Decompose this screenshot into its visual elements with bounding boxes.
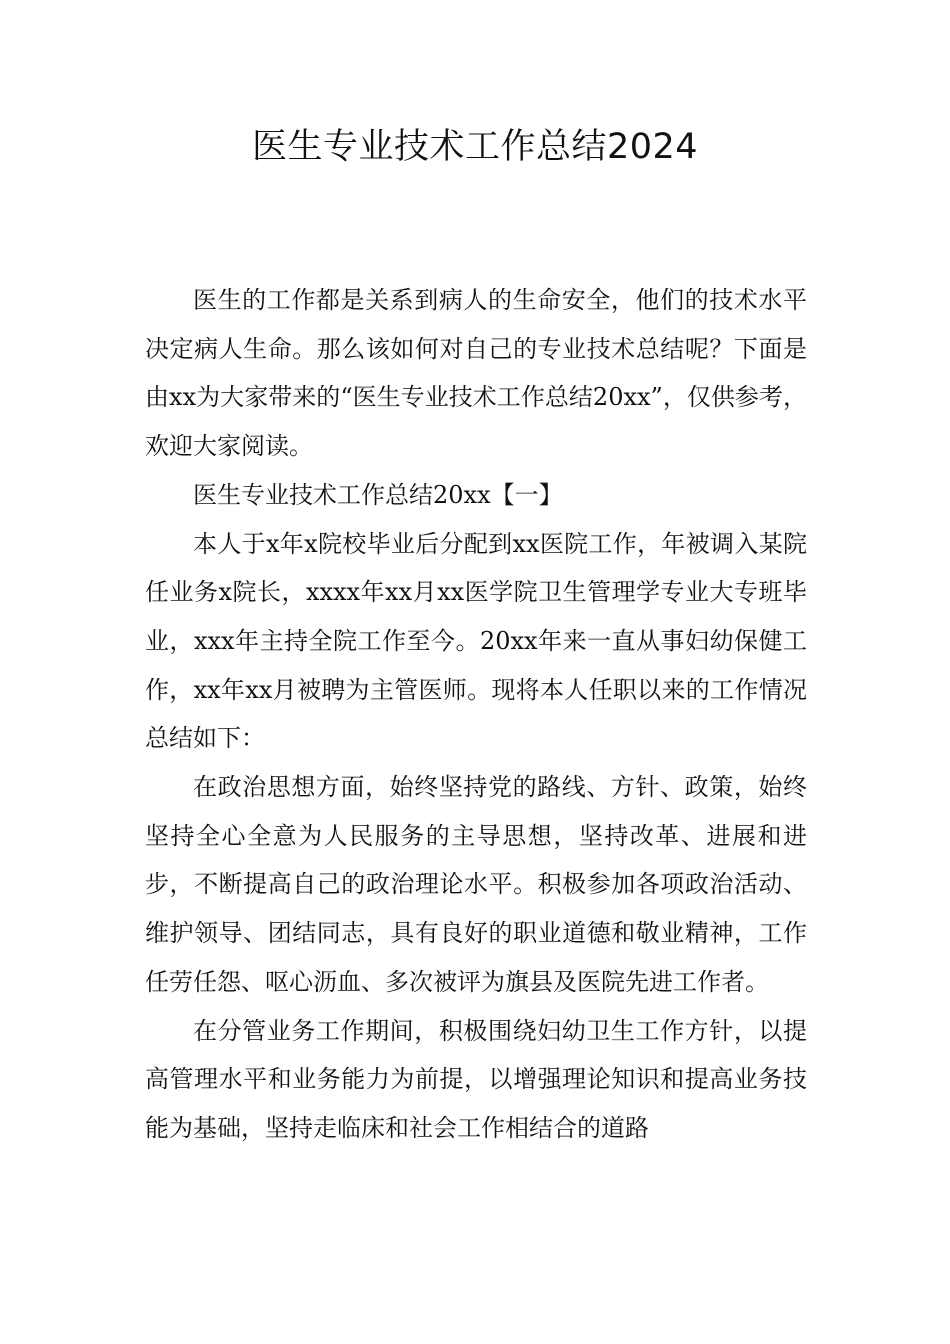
document-body — [145, 276, 807, 1153]
business-paragraph: 在分管业务工作期间，积极围绕妇幼卫生工作方针，以提高管理水平和业务能力为前提，以增强理论知识和提高业务技能为基础，坚持走临床和社会工作相结合的道路 — [145, 1016, 807, 1142]
background-paragraph: 本人于x年x院校毕业后分配到xx医院工作，年被调入某院任业务x院长，xxxx年xx月xx医学院卫生管理学专业大专班毕业，xxx年主持全院工作至今。20xx年来一直从事妇幼保健工作，xx年xx月被聘为主管医师。现将本人任职以来的工作情况总结如下： — [145, 529, 807, 753]
section-heading: 医生专业技术工作总结20xx【一】 — [193, 480, 563, 509]
political-paragraph: 在政治思想方面，始终坚持党的路线、方针、政策，始终坚持全心全意为人民服务的主导思想，坚持改革、进展和进步，不断提高自己的政治理论水平。积极参加各项政治活动、维护领导、团结同志，具有良好的职业道德和敬业精神，工作任劳任怨、呕心沥血、多次被评为旗县及医院先进工作者。 — [145, 773, 807, 996]
intro-paragraph: 医生的工作都是关系到病人的生命安全，他们的技术水平决定病人生命。那么该如何对自己的专业技术总结呢？下面是由xx为大家带来的“医生专业技术工作总结20xx”，仅供参考，欢迎大家阅读。 — [145, 286, 807, 461]
document-title: 医生专业技术工作总结2024 — [251, 127, 699, 167]
